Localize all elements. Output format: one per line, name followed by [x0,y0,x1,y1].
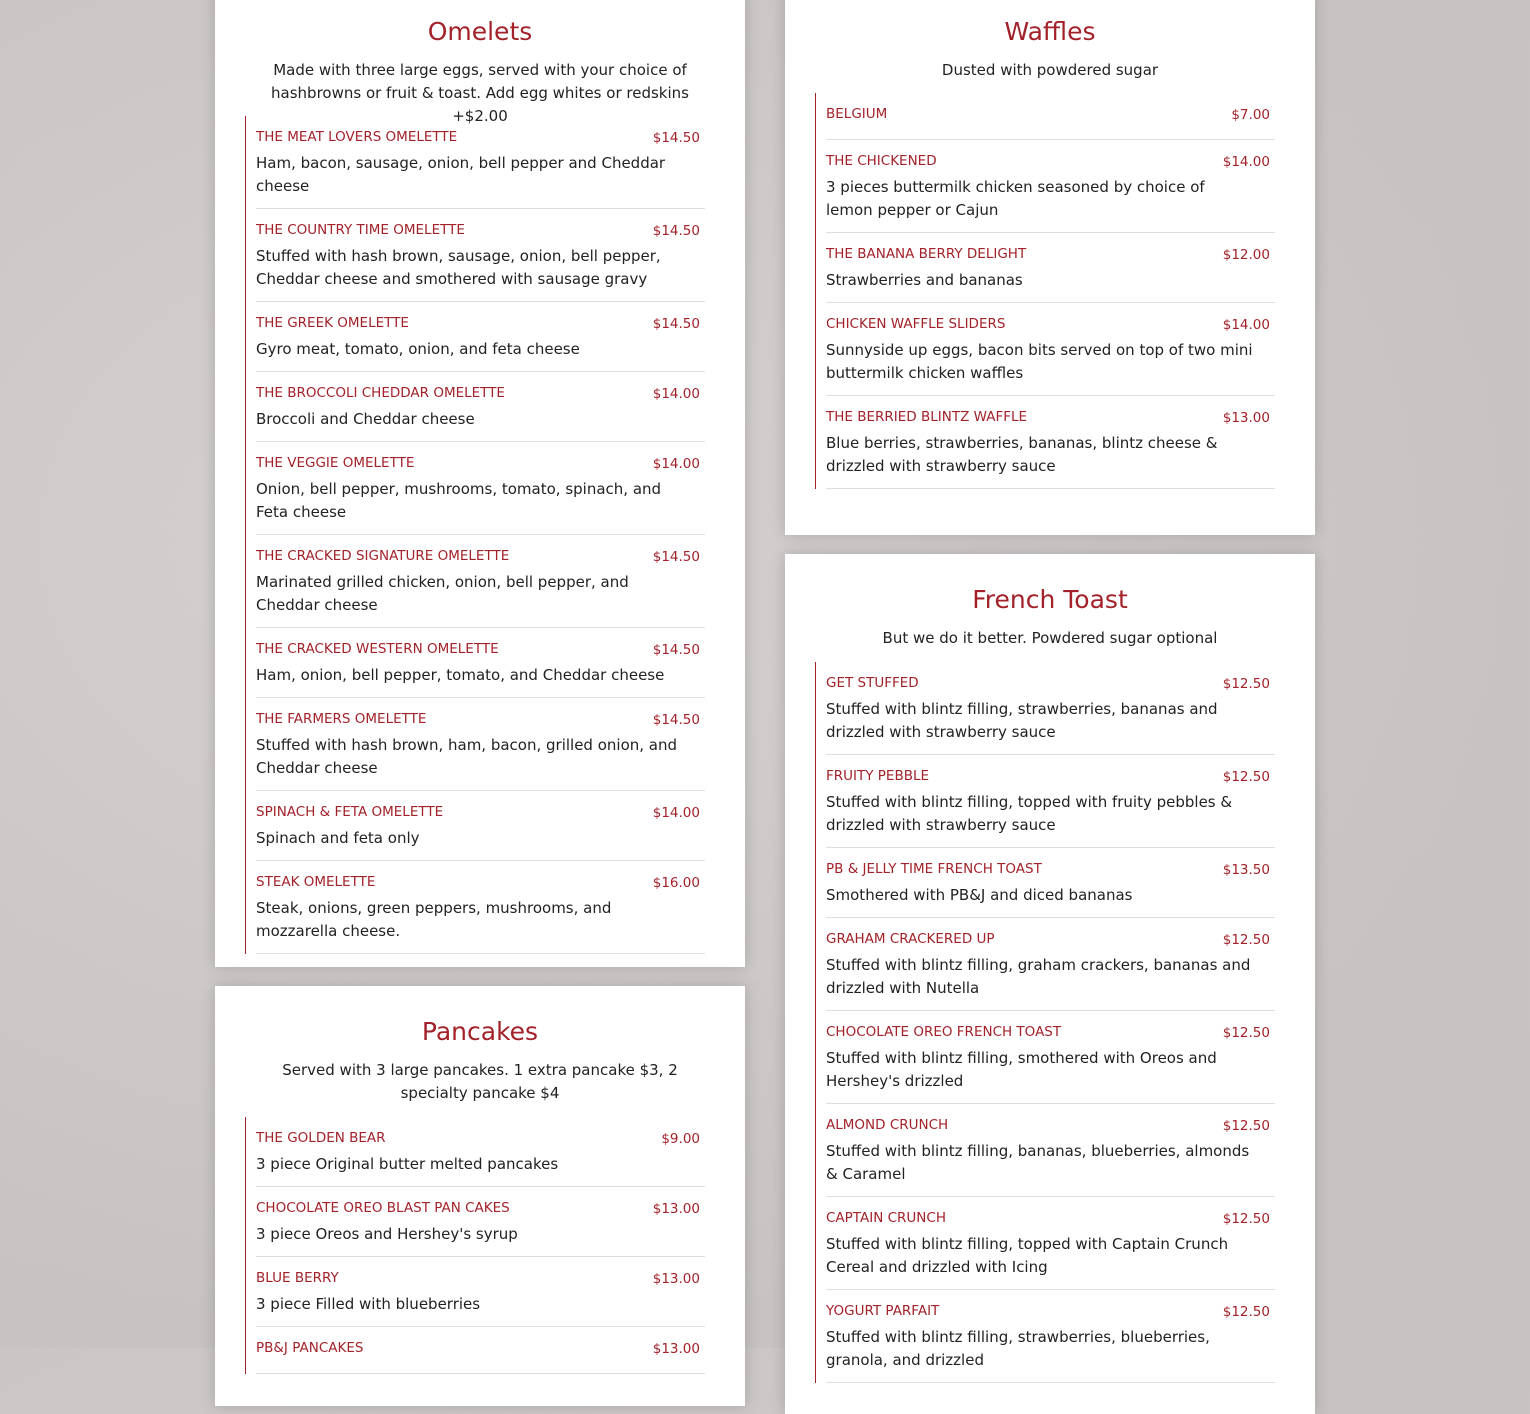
menu-item-price: $12.50 [1222,932,1270,948]
menu-item-price: $12.00 [1222,247,1270,263]
omelets-card [215,0,745,967]
menu-item [256,861,705,954]
menu-list [815,93,1275,489]
menu-item-description: Stuffed with blintz filling, graham crackers, bananas and drizzled with Nutella [826,956,1251,997]
menu-item-name: GET STUFFED [826,675,919,691]
menu-item-description: 3 piece Oreos and Hershey's syrup [256,1225,518,1243]
menu-item-description: Ham, bacon, sausage, onion, bell pepper and Cheddar cheese [256,154,666,195]
menu-item [826,755,1275,848]
menu-item-description: Stuffed with blintz filling, strawberries, blueberries, granola, and drizzled [826,1328,1210,1369]
menu-item-price: $14.00 [652,805,700,821]
menu-item-name: PB&J PANCAKES [256,1340,364,1356]
menu-item-description: Stuffed with blintz filling, bananas, blueberries, almonds & Caramel [826,1142,1250,1183]
menu-item [256,628,705,698]
menu-item-price: $14.50 [652,316,700,332]
menu-item-name: THE FARMERS OMELETTE [256,711,427,727]
menu-item-price: $14.50 [652,642,700,658]
menu-item [256,116,705,209]
menu-item-name: BELGIUM [826,106,888,122]
menu-item-price: $13.00 [652,1271,700,1287]
menu-item-name: BLUE BERRY [256,1270,339,1286]
menu-item-name: THE CRACKED SIGNATURE OMELETTE [256,548,510,564]
menu-item [256,442,705,535]
menu-item-name: THE VEGGIE OMELETTE [256,455,415,471]
menu-item-description: Ham, onion, bell pepper, tomato, and Cheddar cheese [256,666,665,684]
menu-item [826,303,1275,396]
menu-item-price: $12.50 [1222,1211,1270,1227]
menu-item-name: SPINACH & FETA OMELETTE [256,804,444,820]
menu-item-name: THE MEAT LOVERS OMELETTE [256,129,458,145]
menu-list [245,116,705,954]
menu-item [826,1197,1275,1290]
menu-item-description: Stuffed with hash brown, ham, bacon, grilled onion, and Cheddar cheese [256,736,678,777]
pancakes-card [215,986,745,1406]
menu-item [826,1290,1275,1383]
menu-item-description: 3 piece Original butter melted pancakes [256,1155,559,1173]
menu-item-price: $13.00 [652,1341,700,1357]
menu-item-price: $7.00 [1231,107,1270,123]
menu-item [256,791,705,861]
menu-item-description: Onion, bell pepper, mushrooms, tomato, spinach, and Feta cheese [256,480,662,521]
menu-item-name: THE GREEK OMELETTE [256,315,409,331]
menu-item-name: THE BROCCOLI CHEDDAR OMELETTE [256,385,505,401]
menu-item-name: YOGURT PARFAIT [826,1303,940,1319]
menu-list [245,1117,705,1374]
menu-item-price: $14.50 [652,130,700,146]
section-description: Made with three large eggs, served with your choice of hashbrowns or fruit & toast. Add egg whites or redskins +$2.00 [271,61,689,125]
menu-item [826,662,1275,755]
menu-item-name: PB & JELLY TIME FRENCH TOAST [826,861,1042,877]
menu-item [256,1117,705,1187]
menu-item-price: $13.00 [652,1201,700,1217]
menu-item-name: THE BANANA BERRY DELIGHT [826,246,1027,262]
menu-item-price: $12.50 [1222,1025,1270,1041]
menu-item-name: GRAHAM CRACKERED UP [826,931,995,947]
menu-item-description: Stuffed with blintz filling, smothered with Oreos and Hershey's drizzled [826,1049,1217,1090]
menu-item [256,1187,705,1257]
menu-item-description: Stuffed with blintz filling, topped with Captain Crunch Cereal and drizzled with Icing [826,1235,1229,1276]
menu-item-description: Broccoli and Cheddar cheese [256,410,475,428]
menu-item-name: THE GOLDEN BEAR [256,1130,386,1146]
menu-item-name: ALMOND CRUNCH [826,1117,949,1133]
french-toast-card [785,554,1315,1414]
menu-item-name: CHOCOLATE OREO FRENCH TOAST [826,1024,1062,1040]
menu-item-description: Gyro meat, tomato, onion, and feta cheese [256,340,580,358]
menu-item-price: $14.00 [652,386,700,402]
menu-item [256,302,705,372]
menu-item-name: CHOCOLATE OREO BLAST PAN CAKES [256,1200,510,1216]
menu-item-price: $13.50 [1222,862,1270,878]
menu-item-price: $14.00 [652,456,700,472]
menu-item-name: THE CRACKED WESTERN OMELETTE [256,641,499,657]
menu-item-name: STEAK OMELETTE [256,874,376,890]
menu-item-name: THE BERRIED BLINTZ WAFFLE [826,409,1028,425]
menu-item-description: 3 piece Filled with blueberries [256,1295,481,1313]
menu-item-description: Strawberries and bananas [826,271,1023,289]
menu-item [826,140,1275,233]
menu-item [256,209,705,302]
menu-item-name: CHICKEN WAFFLE SLIDERS [826,316,1006,332]
menu-item-price: $14.50 [652,712,700,728]
menu-item-description: Steak, onions, green peppers, mushrooms, and mozzarella cheese. [256,899,612,940]
menu-item [826,1104,1275,1197]
menu-item-price: $14.50 [652,223,700,239]
section-description: But we do it better. Powdered sugar optional [882,629,1218,647]
section-title: Omelets [427,17,533,46]
waffles-card [785,0,1315,535]
menu-item [826,848,1275,918]
menu-item-name: THE CHICKENED [826,153,937,169]
menu-item-price: $9.00 [661,1131,700,1147]
menu-item-description: Marinated grilled chicken, onion, bell pepper, and Cheddar cheese [256,573,629,614]
menu-item-description: Spinach and feta only [256,829,420,847]
section-title: French Toast [972,585,1128,614]
menu-item-price: $12.50 [1222,1304,1270,1320]
menu-item-name: CAPTAIN CRUNCH [826,1210,946,1226]
menu-item-description: Stuffed with blintz filling, strawberries, bananas and drizzled with strawberry sauce [826,700,1218,741]
section-description: Dusted with powdered sugar [941,61,1159,79]
menu-item [826,1011,1275,1104]
menu-item-description: Smothered with PB&J and diced bananas [826,886,1133,904]
menu-item-description: 3 pieces buttermilk chicken seasoned by choice of lemon pepper or Cajun [826,178,1205,219]
menu-item-price: $12.50 [1222,1118,1270,1134]
menu-item-name: FRUITY PEBBLE [826,768,930,784]
menu-item-description: Stuffed with blintz filling, topped with fruity pebbles & drizzled with strawberry sauce [826,793,1233,834]
menu-item [256,1257,705,1327]
menu-list [815,662,1275,1383]
menu-item [256,1327,705,1374]
menu-item-price: $13.00 [1222,410,1270,426]
menu-item [826,233,1275,303]
menu-item-price: $16.00 [652,875,700,891]
menu-item [256,372,705,442]
menu-item [256,535,705,628]
section-description: Served with 3 large pancakes. 1 extra pancake $3, 2 specialty pancake $4 [282,1061,678,1102]
menu-item [256,698,705,791]
menu-item-description: Blue berries, strawberries, bananas, blintz cheese & drizzled with strawberry sauce [826,434,1218,475]
menu-item-price: $14.50 [652,549,700,565]
menu-item-price: $14.00 [1222,317,1270,333]
menu-item [826,396,1275,489]
menu-item-price: $14.00 [1222,154,1270,170]
section-title: Pancakes [421,1017,539,1046]
menu-item-price: $12.50 [1222,676,1270,692]
menu-item-price: $12.50 [1222,769,1270,785]
menu-item-description: Sunnyside up eggs, bacon bits served on top of two mini buttermilk chicken waffles [826,341,1253,382]
menu-item-name: THE COUNTRY TIME OMELETTE [256,222,465,238]
menu-item [826,93,1275,140]
menu-item-description: Stuffed with hash brown, sausage, onion, bell pepper, Cheddar cheese and smothered with sausage gravy [256,247,661,288]
menu-item [826,918,1275,1011]
section-title: Waffles [1004,17,1096,46]
